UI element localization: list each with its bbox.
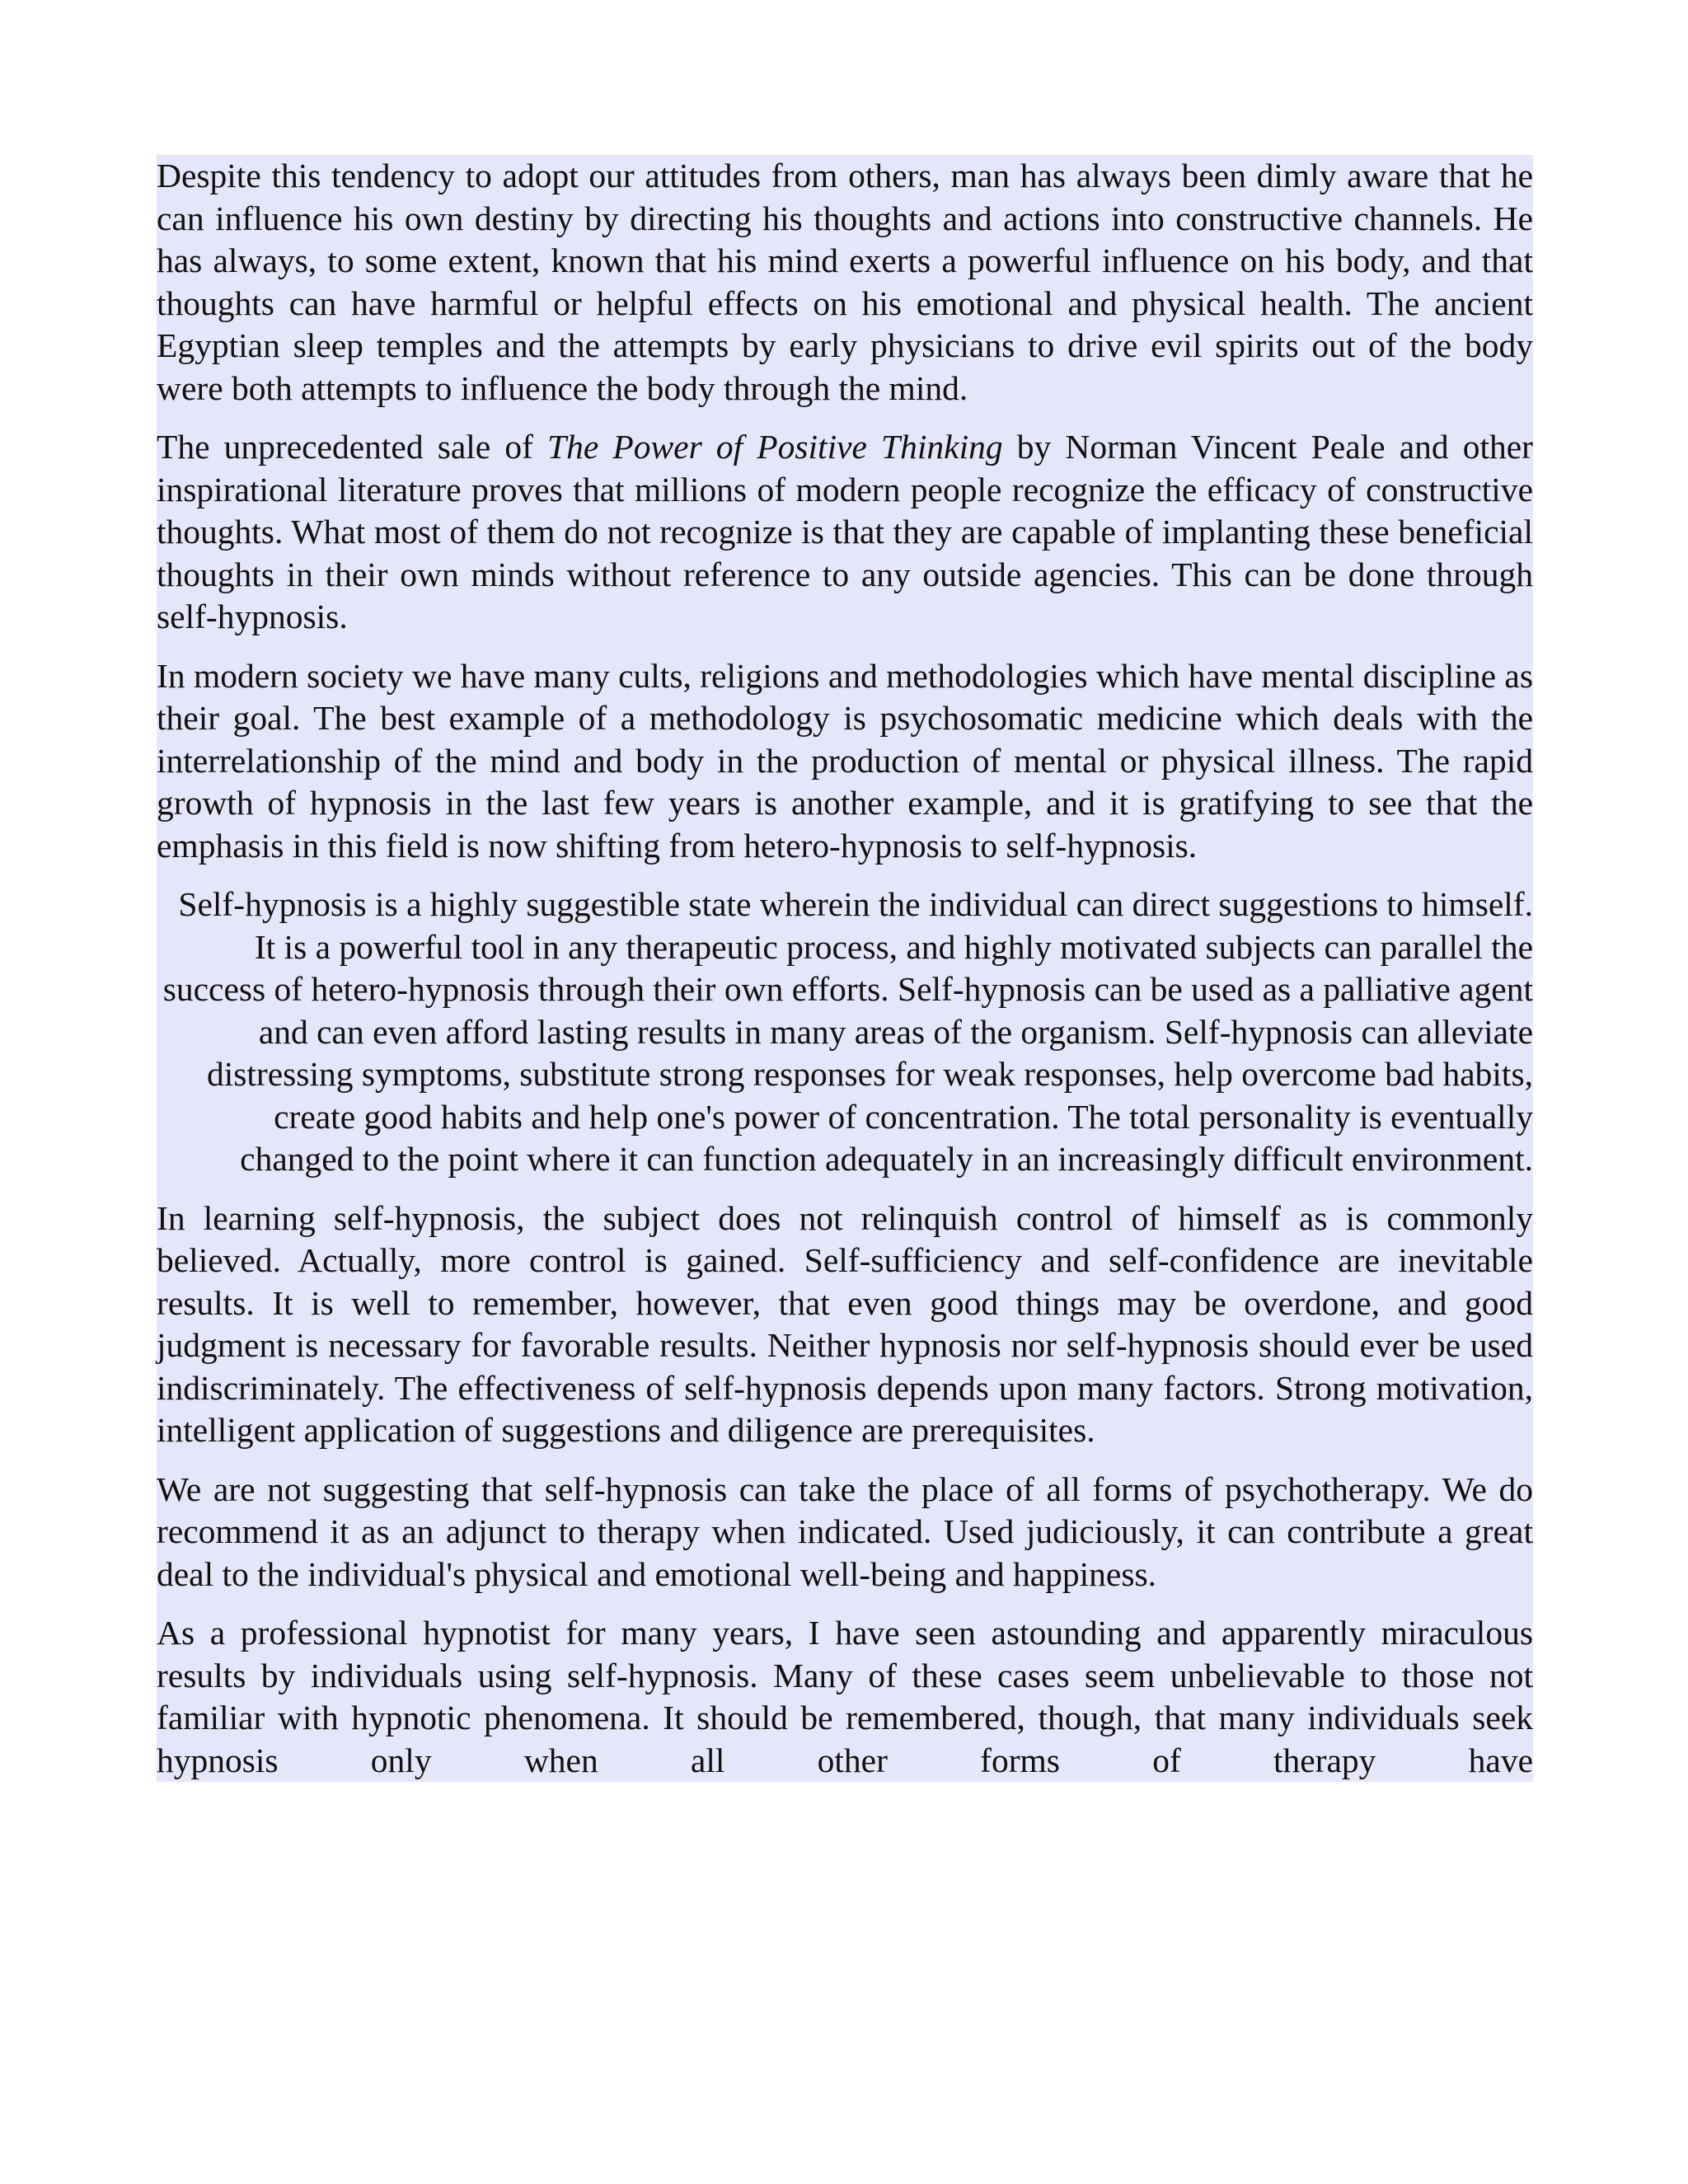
paragraph-6: We are not suggesting that self-hypnosis can take the place of all forms of psychotherapy. We do recommend it as an adjunct to therapy when indicated. Used judiciously, it can contribute a great deal to the individual's physical and emotional well-being and happiness.: [157, 1469, 1533, 1593]
paragraph-4-text: Self-hypnosis is a highly suggestible state wherein the individual can direct suggestions to himself. It is a powerful tool in any therapeutic process, and highly motivated subjects can parallel the success of hetero-hypnosis through their own efforts. Self-hypnosis can be used as a palliative agent and can even afford lasting results in many areas of the organism. Self-hypnosis can alleviate distressing symptoms, substitute strong responses for weak responses, help overcome bad habits, create good habits and help one's power of concentration. The total personality is eventually changed to the point where it can function adequately in an increasingly difficult environment.: [162, 885, 1533, 1178]
paragraph-3: In modern society we have many cults, religions and methodologies which have mental discipline as their goal. The best example of a methodology is psychosomatic medicine which deals with the interrelationship of the mind and body in the production of mental or physical illness. The rapid growth of hypnosis in the last few years is another example, and it is gratifying to see that the emphasis in this field is now shifting from hetero-hypnosis to self-hypnosis.: [157, 656, 1533, 865]
paragraph-7: As a professional hypnotist for many years, I have seen astounding and apparently miraculous results by individuals using self-hypnosis. Many of these cases seem unbelievable to those not familiar with hypnotic phenomena. It should be remembered, though, that many individuals seek hypnosis only when all other forms of therapy have: [157, 1614, 1533, 1779]
book-title: The Power of Positive Thinking: [547, 428, 1003, 466]
paragraph-2-after: by Norman Vincent Peale and other inspirational literature proves that millions of modern people recognize the efficacy of constructive thoughts. What most of them do not recognize is that they are capable of implanting these beneficial thoughts in their own minds without reference to any outside agencies. This can be done through self-hypnosis.: [157, 428, 1533, 635]
paragraph-4: [157, 883, 1533, 1181]
paragraph-2-before: The unprecedented sale of: [157, 428, 548, 466]
paragraph-2: [157, 426, 1533, 639]
paragraph-1: Despite this tendency to adopt our attitudes from others, man has always been dimly aware that he can influence his own destiny by directing his thoughts and actions into constructive channels. He has always, to some extent, known that his mind exerts a powerful influence on his body, and that thoughts can have harmful or helpful effects on his emotional and physical health. The ancient Egyptian sleep temples and the attempts by early physicians to drive evil spirits out of the body were both attempts to influence the body through the mind.: [157, 157, 1533, 407]
text-block: [157, 155, 1533, 1782]
paragraph-5: In learning self-hypnosis, the subject does not relinquish control of himself as is commonly believed. Actually, more control is gained. Self-sufficiency and self-confidence are inevitable results. It is well to remember, however, that even good things may be overdone, and good judgment is necessary for favorable results. Neither hypnosis nor self-hypnosis should ever be used indiscriminately. The effectiveness of self-hypnosis depends upon many factors. Strong motivation, intelligent application of suggestions and diligence are prerequisites.: [157, 1198, 1533, 1449]
